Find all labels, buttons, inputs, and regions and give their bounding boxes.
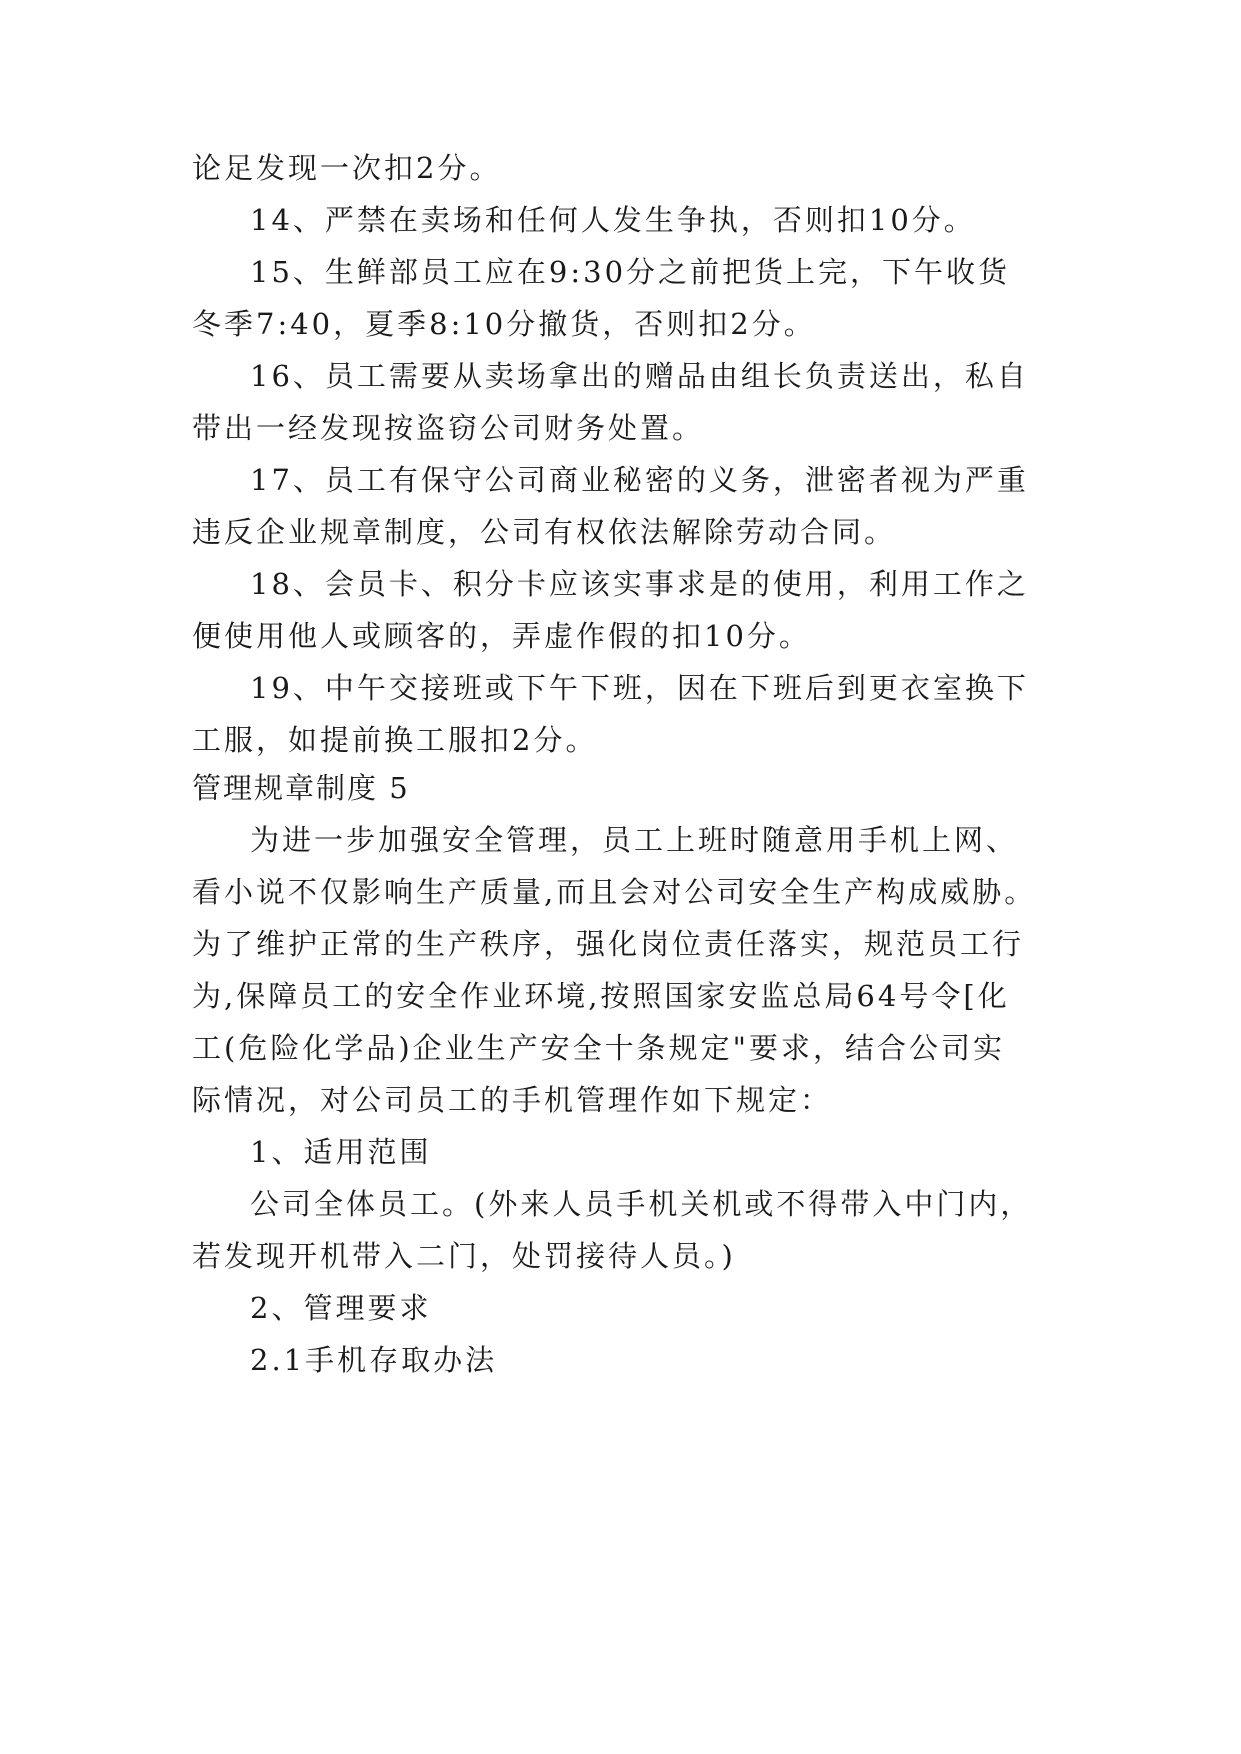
text-line: 为,保障员工的安全作业环境,按照国家安监总局64号令[化 [192,979,1010,1013]
text-line: 看小说不仅影响生产质量,而且会对公司安全生产构成威胁。 [192,875,1037,909]
text-line: 18、会员卡、积分卡应该实事求是的使用，利用工作之 [250,567,1029,601]
text-line: 论足发现一次扣2分。 [192,151,502,185]
text-line: 16、员工需要从卖场拿出的赠品由组长负责送出，私自 [250,359,1029,393]
section-heading: 管理规章制度 5 [192,771,410,805]
text-line: 为了维护正常的生产秩序，强化岗位责任落实，规范员工行 [192,927,1025,961]
text-line: 公司全体员工。(外来人员手机关机或不得带入中门内， [250,1187,1033,1221]
text-line: 2、管理要求 [250,1291,432,1325]
text-line: 若发现开机带入二门，处罚接待人员。) [192,1239,736,1273]
text-line: 2.1手机存取办法 [250,1343,498,1377]
text-line: 工(危险化学品)企业生产安全十条规定"要求，结合公司实 [192,1031,1005,1065]
text-line: 19、中午交接班或下午下班，因在下班后到更衣室换下 [250,671,1029,705]
text-line: 为进一步加强安全管理，员工上班时随意用手机上网、 [250,823,1019,857]
text-line: 14、严禁在卖场和任何人发生争执，否则扣10分。 [250,203,976,237]
text-line: 冬季7:40，夏季8:10分撤货，否则扣2分。 [192,307,816,341]
text-line: 15、生鲜部员工应在9:30分之前把货上完，下午收货 [250,255,1011,289]
text-line: 际情况，对公司员工的手机管理作如下规定： [192,1083,833,1117]
text-line: 工服，如提前换工服扣2分。 [192,723,598,757]
text-line: 违反企业规章制度，公司有权依法解除劳动合同。 [192,515,897,549]
text-line: 1、适用范围 [250,1135,432,1169]
text-line: 带出一经发现按盗窃公司财务处置。 [192,411,705,445]
text-line: 17、员工有保守公司商业秘密的义务，泄密者视为严重 [250,463,1029,497]
text-line: 便使用他人或顾客的，弄虚作假的扣10分。 [192,619,811,653]
